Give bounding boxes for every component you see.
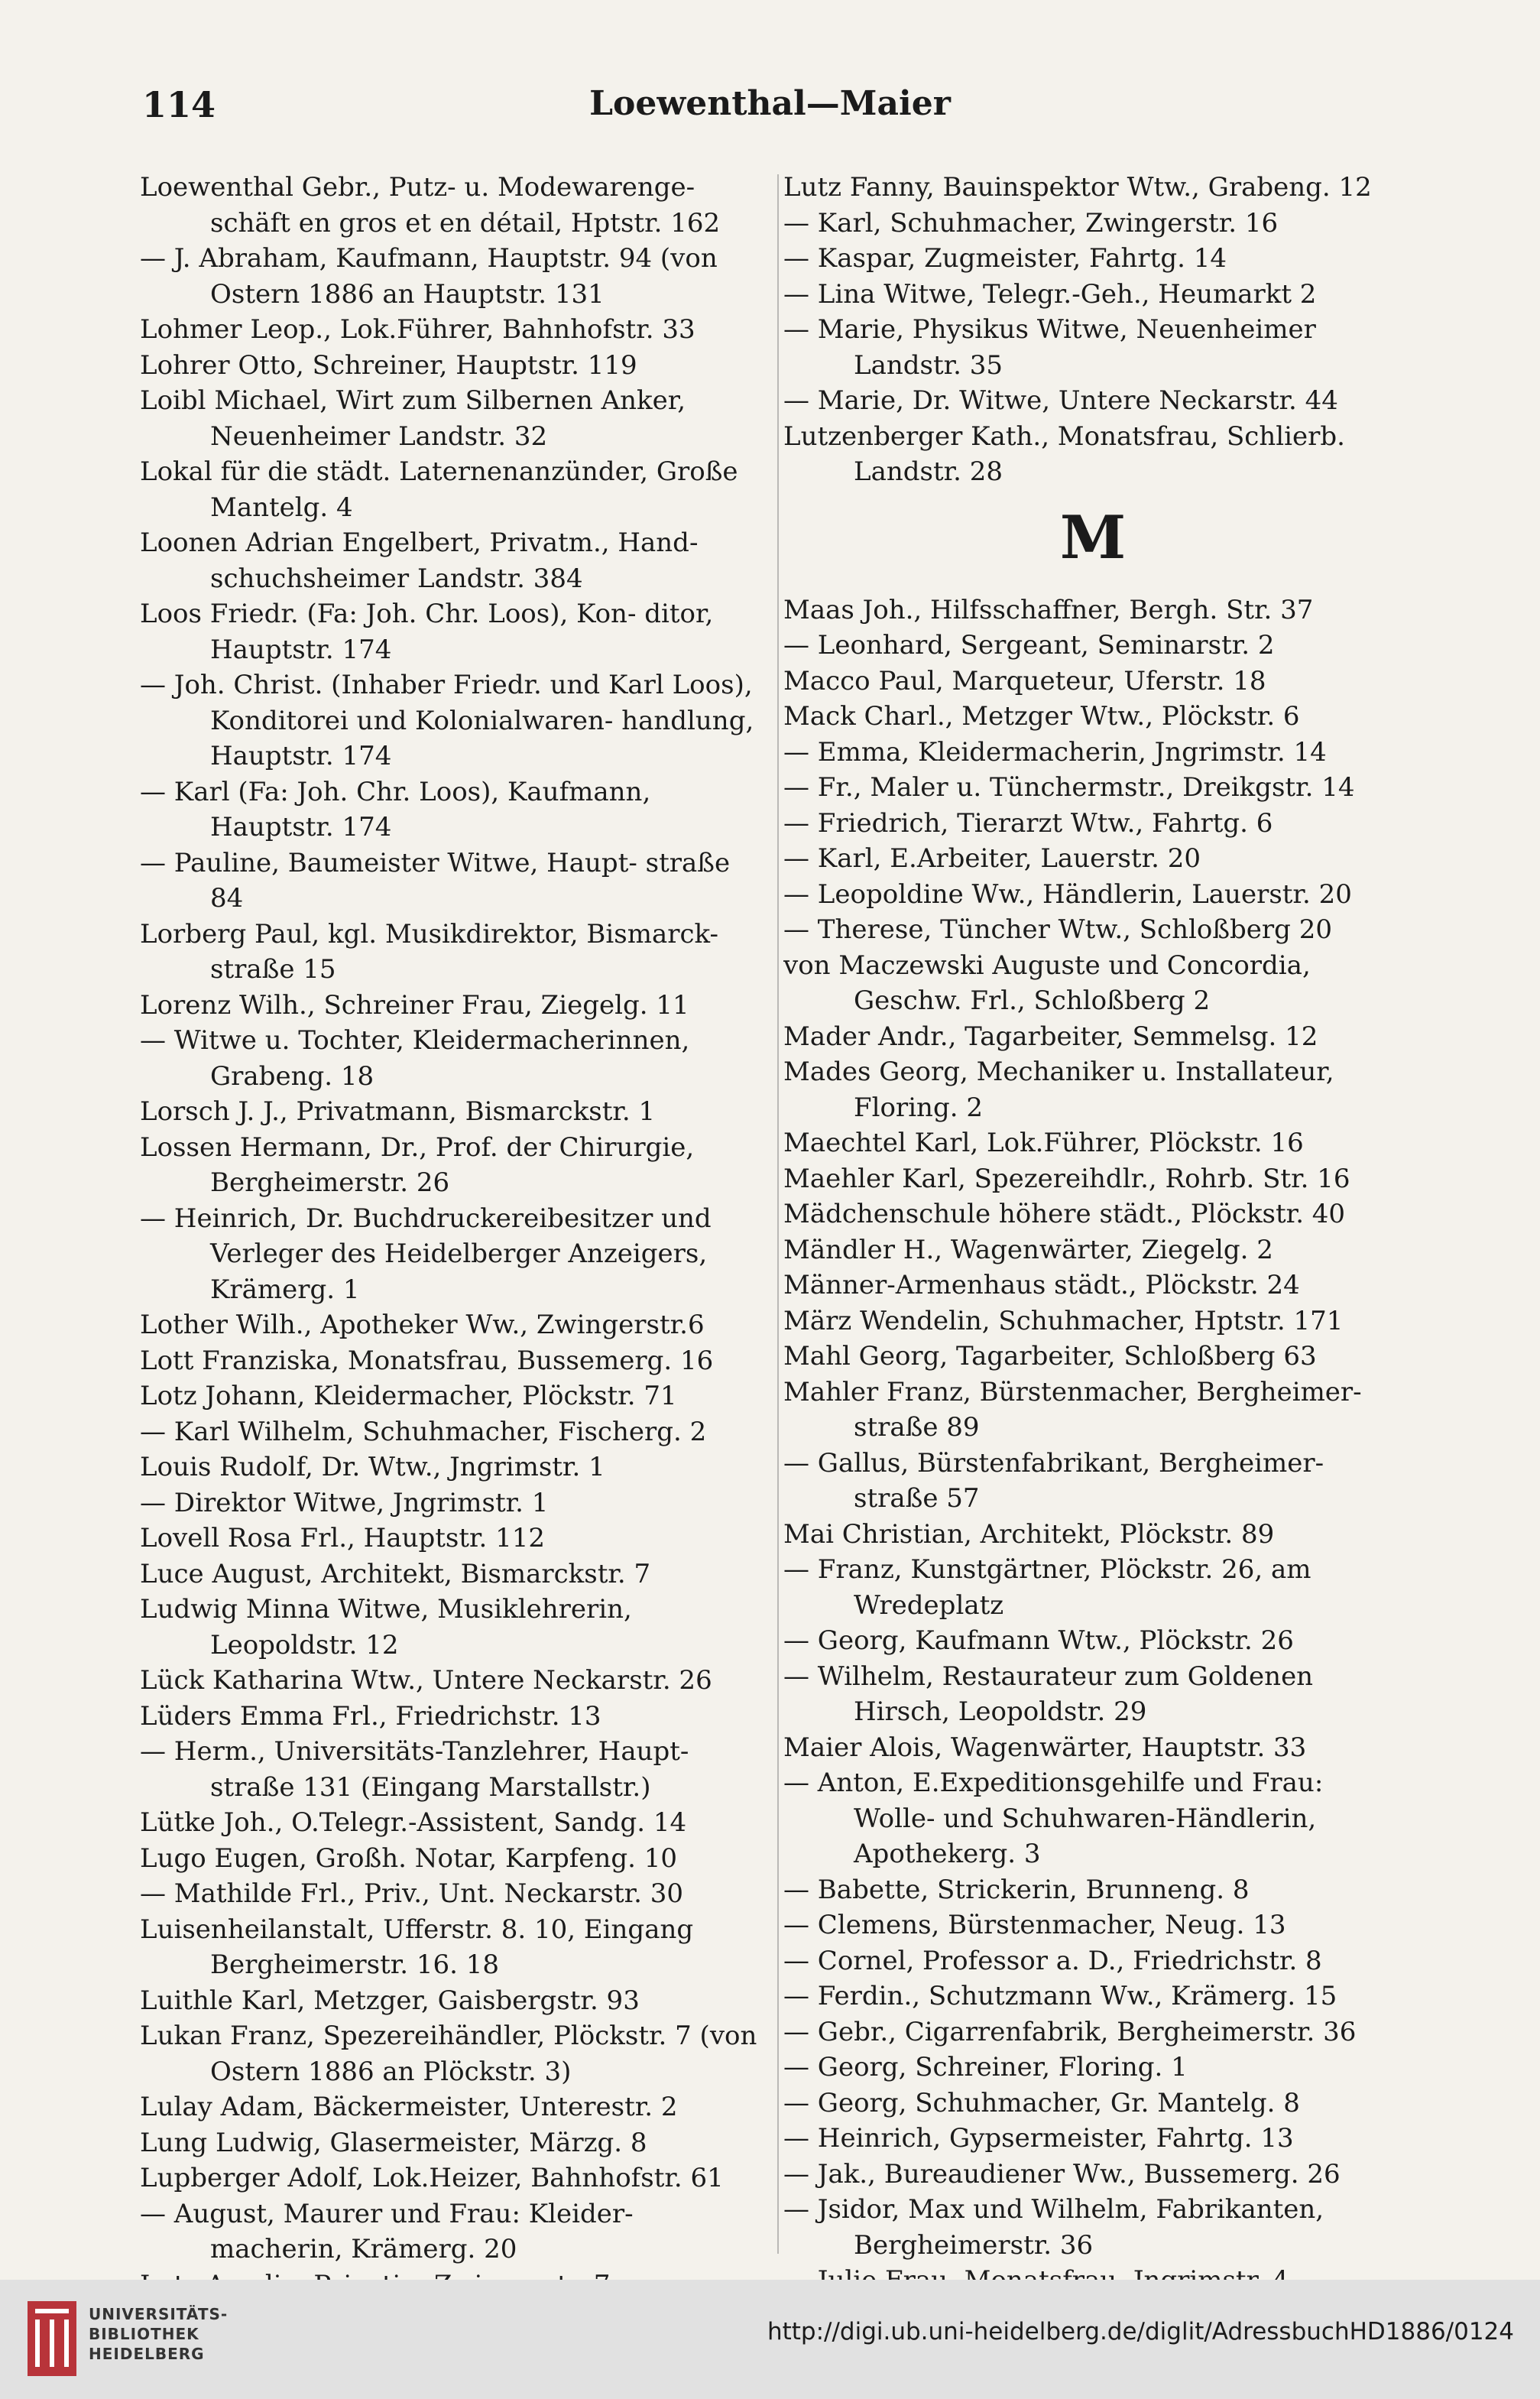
directory-entry: Louis Rudolf, Dr. Wtw., Jngrimstr. 1 xyxy=(140,1452,605,1482)
directory-entry: Lotz Johann, Kleidermacher, Plöckstr. 71 xyxy=(140,1381,677,1411)
directory-entry: Mades Georg, Mechaniker u. Installateur, Floring. 2 xyxy=(783,1057,1334,1123)
directory-entry: — Herm., Universitäts-Tanzlehrer, Haupt- straße 131 (Eingang Marstallstr.) xyxy=(140,1736,689,1803)
library-logo-text xyxy=(89,2304,228,2364)
directory-entry: — Fr., Maler u. Tünchermstr., Dreikgstr. 14 xyxy=(783,772,1355,803)
directory-entry: Loibl Michael, Wirt zum Silbernen Anker, Neuenheimer Landstr. 32 xyxy=(140,385,686,452)
left-column xyxy=(140,170,763,2303)
directory-entry: Maas Joh., Hilfsschaffner, Bergh. Str. 37 xyxy=(783,594,1314,625)
source-url-link[interactable]: http://digi.ub.uni-heidelberg.de/diglit/AdressbuchHD1886/0124 xyxy=(767,2318,1514,2345)
directory-entry: — Kaspar, Zugmeister, Fahrtg. 14 xyxy=(783,243,1227,274)
directory-entry: Maier Alois, Wagenwärter, Hauptstr. 33 xyxy=(783,1732,1307,1763)
directory-entry: — Anton, E.Expeditionsgehilfe und Frau: Wolle- und Schuhwaren-Händlerin, Apothekerg. 3 xyxy=(783,1768,1324,1869)
directory-entry: — Clemens, Bürstenmacher, Neug. 13 xyxy=(783,1910,1286,1940)
directory-entry: Lovell Rosa Frl., Hauptstr. 112 xyxy=(140,1523,546,1553)
directory-entry: Lück Katharina Wtw., Untere Neckarstr. 26 xyxy=(140,1665,712,1696)
directory-entry: — Karl (Fa: Joh. Chr. Loos), Kaufmann, Hauptstr. 174 xyxy=(140,776,651,842)
directory-entry: — Friedrich, Tierarzt Wtw., Fahrtg. 6 xyxy=(783,807,1273,839)
directory-entry: Lossen Hermann, Dr., Prof. der Chirurgie, Bergheimerstr. 26 xyxy=(140,1131,695,1198)
directory-entry: — Marie, Physikus Witwe, Neuenheimer Landstr. 35 xyxy=(783,314,1316,381)
directory-entry: Luce August, Architekt, Bismarckstr. 7 xyxy=(140,1558,651,1589)
column-divider xyxy=(777,174,779,2254)
library-logo-icon xyxy=(28,2301,76,2376)
directory-entry: Lohrer Otto, Schreiner, Hauptstr. 119 xyxy=(140,349,637,381)
directory-entry: Mahler Franz, Bürstenmacher, Bergheimer- straße 89 xyxy=(783,1376,1362,1443)
logo-line-1: UNIVERSITÄTS- xyxy=(89,2305,229,2323)
directory-entry: Mack Charl., Metzger Wtw., Plöckstr. 6 xyxy=(783,701,1300,732)
directory-entry: Mai Christian, Architekt, Plöckstr. 89 xyxy=(783,1518,1275,1550)
directory-entry: — Leopoldine Ww., Händlerin, Lauerstr. 20 xyxy=(783,878,1352,910)
directory-entry: — Heinrich, Gypsermeister, Fahrtg. 13 xyxy=(783,2123,1294,2154)
directory-entry: — Jak., Bureaudiener Ww., Bussemerg. 26 xyxy=(783,2158,1341,2190)
directory-entry: Lugo Eugen, Großh. Notar, Karpfeng. 10 xyxy=(140,1842,677,1874)
directory-entry: — August, Maurer und Frau: Kleider- macherin, Krämerg. 20 xyxy=(140,2198,634,2264)
directory-entry: — Lina Witwe, Telegr.-Geh., Heumarkt 2 xyxy=(783,278,1317,310)
directory-entry: Lutzenberger Kath., Monatsfrau, Schlierb. Landstr. 28 xyxy=(783,420,1345,487)
directory-entry: — Georg, Schuhmacher, Gr. Mantelg. 8 xyxy=(783,2087,1300,2118)
logo-line-2: BIBLIOTHEK xyxy=(89,2325,199,2343)
section-letter: M xyxy=(1059,502,1127,573)
directory-entry: — Emma, Kleidermacherin, Jngrimstr. 14 xyxy=(783,736,1327,768)
directory-entry: — Pauline, Baumeister Witwe, Haupt- straße 84 xyxy=(140,847,731,914)
directory-entry: Maehler Karl, Spezereihdlr., Rohrb. Str. 16 xyxy=(783,1163,1350,1194)
directory-entry: — Karl, E.Arbeiter, Lauerstr. 20 xyxy=(783,843,1201,874)
directory-entry: — Jsidor, Max und Wilhelm, Fabrikanten, Bergheimerstr. 36 xyxy=(783,2194,1324,2261)
directory-entry: — Franz, Kunstgärtner, Plöckstr. 26, am Wredeplatz xyxy=(783,1554,1311,1621)
directory-entry: — Babette, Strickerin, Brunneng. 8 xyxy=(783,1874,1250,1905)
directory-entry: — Direktor Witwe, Jngrimstr. 1 xyxy=(140,1487,549,1518)
directory-entry: — Georg, Schreiner, Floring. 1 xyxy=(783,2052,1188,2082)
footer-bar xyxy=(0,2280,1540,2399)
directory-entry: Lorenz Wilh., Schreiner Frau, Ziegelg. 11 xyxy=(140,989,689,1021)
directory-entry: März Wendelin, Schuhmacher, Hptstr. 171 xyxy=(783,1305,1344,1336)
running-head: Loewenthal—Maier xyxy=(589,84,951,123)
page-number: 114 xyxy=(142,84,216,125)
directory-entry: — Joh. Christ. (Inhaber Friedr. und Karl Loos), Konditorei und Kolonialwaren- handlung, Hauptstr. 174 xyxy=(140,670,754,771)
directory-entry: Lupberger Adolf, Lok.Heizer, Bahnhofstr. 61 xyxy=(140,2163,724,2193)
directory-entry: Mader Andr., Tagarbeiter, Semmelsg. 12 xyxy=(783,1021,1318,1052)
logo-line-3: HEIDELBERG xyxy=(89,2345,205,2363)
directory-entry: Lokal für die städt. Laternenanzünder, Große Mantelg. 4 xyxy=(140,456,738,523)
right-column-part-a xyxy=(783,170,1402,490)
directory-entry: Lorsch J. J., Privatmann, Bismarckstr. 1 xyxy=(140,1096,656,1127)
directory-entry: von Maczewski Auguste und Concordia, Geschw. Frl., Schloßberg 2 xyxy=(783,950,1311,1016)
directory-entry: Mädchenschule höhere städt., Plöckstr. 40 xyxy=(783,1199,1346,1229)
directory-entry: Lütke Joh., O.Telegr.-Assistent, Sandg. 14 xyxy=(140,1807,687,1838)
directory-entry: Lüders Emma Frl., Friedrichstr. 13 xyxy=(140,1700,601,1732)
right-column xyxy=(783,170,1402,2299)
directory-entry: — Georg, Kaufmann Wtw., Plöckstr. 26 xyxy=(783,1625,1294,1656)
directory-entry: Luisenheilanstalt, Ufferstr. 8. 10, Eingang Bergheimerstr. 16. 18 xyxy=(140,1914,694,1980)
directory-entry: — Witwe u. Tochter, Kleidermacherinnen, Grabeng. 18 xyxy=(140,1025,690,1092)
directory-entry: Lohmer Leop., Lok.Führer, Bahnhofstr. 33 xyxy=(140,314,695,345)
directory-entry: — Heinrich, Dr. Buchdruckereibesitzer und Verleger des Heidelberger Anzeigers, Krämerg. 1 xyxy=(140,1203,712,1305)
directory-entry: — Karl, Schuhmacher, Zwingerstr. 16 xyxy=(783,207,1279,239)
directory-entry: — Gebr., Cigarrenfabrik, Bergheimerstr. 36 xyxy=(783,2016,1357,2047)
directory-entry: Macco Paul, Marqueteur, Uferstr. 18 xyxy=(783,665,1266,696)
directory-entry: Lulay Adam, Bäckermeister, Unterestr. 2 xyxy=(140,2092,678,2122)
directory-entry: — Ferdin., Schutzmann Ww., Krämerg. 15 xyxy=(783,1981,1337,2011)
directory-entry: — Gallus, Bürstenfabrikant, Bergheimer- straße 57 xyxy=(783,1447,1324,1514)
directory-entry: Lorberg Paul, kgl. Musikdirektor, Bismarck- straße 15 xyxy=(140,918,718,985)
directory-entry: — Wilhelm, Restaurateur zum Goldenen Hirsch, Leopoldstr. 29 xyxy=(783,1660,1314,1727)
directory-entry: Lott Franziska, Monatsfrau, Bussemerg. 16 xyxy=(140,1345,714,1376)
directory-entry: — Leonhard, Sergeant, Seminarstr. 2 xyxy=(783,630,1275,661)
directory-entry: Lukan Franz, Spezereihändler, Plöckstr. 7 (von Ostern 1886 an Plöckstr. 3) xyxy=(140,2021,757,2087)
right-column-part-b xyxy=(783,592,1402,2299)
directory-entry: — Karl Wilhelm, Schuhmacher, Fischerg. 2 xyxy=(140,1416,707,1447)
directory-entry: — J. Abraham, Kaufmann, Hauptstr. 94 (von Ostern 1886 an Hauptstr. 131 xyxy=(140,243,718,310)
directory-entry: Lother Wilh., Apotheker Ww., Zwingerstr.6 xyxy=(140,1310,705,1340)
directory-entry: Loewenthal Gebr., Putz- u. Modewarenge- schäft en gros et en détail, Hptstr. 162 xyxy=(140,172,721,239)
directory-entry: — Marie, Dr. Witwe, Untere Neckarstr. 44 xyxy=(783,385,1338,416)
directory-entry: Lung Ludwig, Glasermeister, Märzg. 8 xyxy=(140,2127,647,2158)
directory-entry: Lutz Fanny, Bauinspektor Wtw., Grabeng. 12 xyxy=(783,172,1372,203)
directory-entry: Männer-Armenhaus städt., Plöckstr. 24 xyxy=(783,1270,1300,1300)
directory-entry: — Cornel, Professor a. D., Friedrichstr. 8 xyxy=(783,1945,1322,1976)
directory-entry: Mahl Georg, Tagarbeiter, Schloßberg 63 xyxy=(783,1341,1317,1372)
directory-entry: Mändler H., Wagenwärter, Ziegelg. 2 xyxy=(783,1234,1273,1265)
directory-entry: — Therese, Tüncher Wtw., Schloßberg 20 xyxy=(783,914,1333,945)
directory-entry: Luithle Karl, Metzger, Gaisbergstr. 93 xyxy=(140,1985,640,2016)
directory-entry: Loonen Adrian Engelbert, Privatm., Hand- schuchsheimer Landstr. 384 xyxy=(140,528,699,594)
directory-entry: — Mathilde Frl., Priv., Unt. Neckarstr. 30 xyxy=(140,1878,684,1909)
directory-entry: Loos Friedr. (Fa: Joh. Chr. Loos), Kon- ditor, Hauptstr. 174 xyxy=(140,599,714,665)
directory-entry: Ludwig Minna Witwe, Musiklehrerin, Leopoldstr. 12 xyxy=(140,1594,632,1660)
directory-entry: Maechtel Karl, Lok.Führer, Plöckstr. 16 xyxy=(783,1128,1304,1158)
